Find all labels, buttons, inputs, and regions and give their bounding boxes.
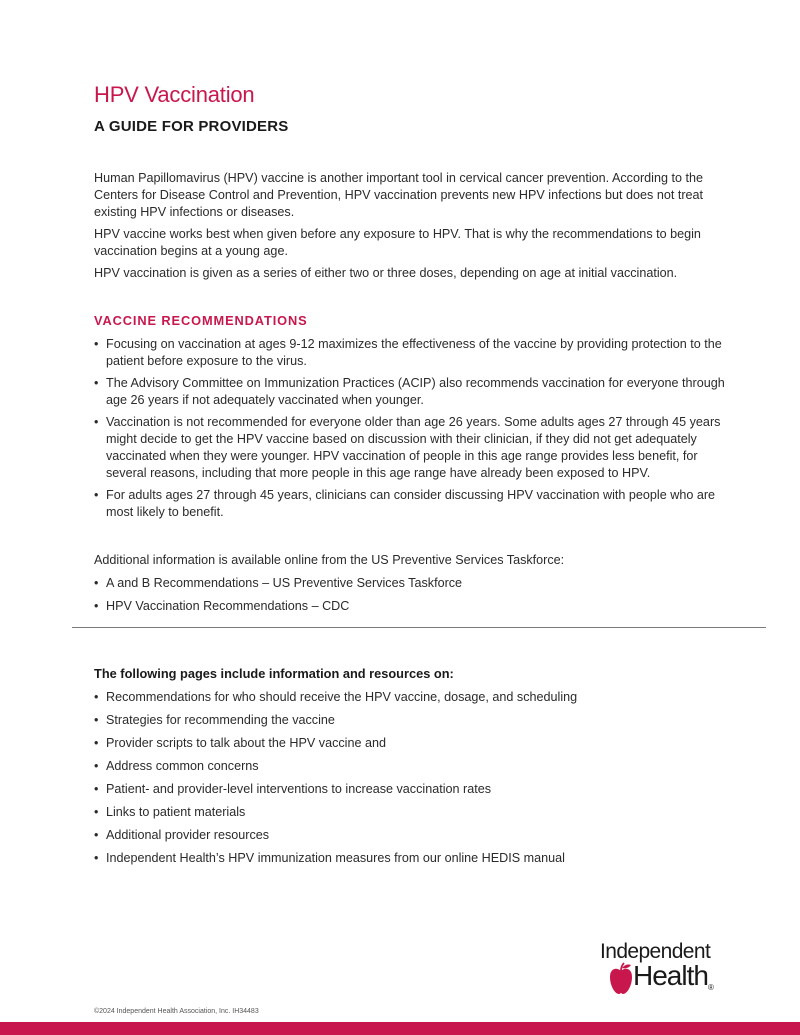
following-heading: The following pages include information and resources on: bbox=[94, 666, 454, 681]
intro-section bbox=[94, 170, 734, 287]
logo-text-line2: Health® bbox=[633, 960, 713, 992]
list-item: • Strategies for recommending the vaccine bbox=[94, 712, 734, 729]
intro-paragraph: Human Papillomavirus (HPV) vaccine is another important tool in cervical cancer prevention. According to the Centers for Disease Control and Prevention, HPV vaccination prevents new HPV infections but does not treat existing HPV infections or diseases. bbox=[94, 171, 704, 219]
intro-paragraph: HPV vaccination is given as a series of either two or three doses, depending on age at initial vaccination. bbox=[94, 266, 678, 280]
independent-health-logo bbox=[598, 940, 728, 1000]
list-item: • Patient- and provider-level interventions to increase vaccination rates bbox=[94, 781, 734, 798]
following-list bbox=[94, 689, 734, 873]
logo-text-line1: Independent bbox=[600, 940, 711, 963]
resource-link[interactable]: • A and B Recommendations – US Preventive Services Taskforce bbox=[94, 575, 734, 592]
page-subtitle: A GUIDE FOR PROVIDERS bbox=[94, 118, 289, 135]
recommendations-heading: VACCINE RECOMMENDATIONS bbox=[94, 313, 308, 328]
intro-paragraph: HPV vaccine works best when given before any exposure to HPV. That is why the recommendations to begin vaccination begins at a young age. bbox=[94, 227, 701, 258]
recommendations-list bbox=[94, 336, 736, 526]
list-item: • Links to patient materials bbox=[94, 804, 734, 821]
section-divider bbox=[72, 627, 766, 628]
resource-links-list bbox=[94, 575, 734, 621]
resource-link[interactable]: • HPV Vaccination Recommendations – CDC bbox=[94, 598, 734, 615]
list-item: • Address common concerns bbox=[94, 758, 734, 775]
list-item: • Vaccination is not recommended for everyone older than age 26 years. Some adults ages 27 through 45 years might decide to get the HPV vaccine based on discussion with their clinician, if they did not get adequately vaccinated when they were younger. HPV vaccination of people in this age range provides less benefit, for several reasons, including that more people in this age range have already been exposed to HPV. bbox=[94, 414, 736, 482]
list-item: • Focusing on vaccination at ages 9-12 maximizes the effectiveness of the vaccine by providing protection to the patient before exposure to the virus. bbox=[94, 336, 736, 370]
list-item: • Additional provider resources bbox=[94, 827, 734, 844]
apple-icon bbox=[608, 962, 634, 996]
list-item: • For adults ages 27 through 45 years, clinicians can consider discussing HPV vaccination with people who are most likely to benefit. bbox=[94, 487, 736, 521]
list-item: • Provider scripts to talk about the HPV vaccine and bbox=[94, 735, 734, 752]
additional-info-text: Additional information is available online from the US Preventive Services Taskforce: bbox=[94, 553, 565, 567]
page-title: HPV Vaccination bbox=[94, 82, 255, 107]
copyright-text: ©2024 Independent Health Association, Inc. IH34483 bbox=[94, 1008, 259, 1015]
footer-bar bbox=[0, 1022, 800, 1035]
list-item: • Recommendations for who should receive the HPV vaccine, dosage, and scheduling bbox=[94, 689, 734, 706]
list-item: • Independent Health’s HPV immunization measures from our online HEDIS manual bbox=[94, 850, 734, 867]
list-item: • The Advisory Committee on Immunization Practices (ACIP) also recommends vaccination for everyone through age 26 years if not adequately vaccinated when younger. bbox=[94, 375, 736, 409]
